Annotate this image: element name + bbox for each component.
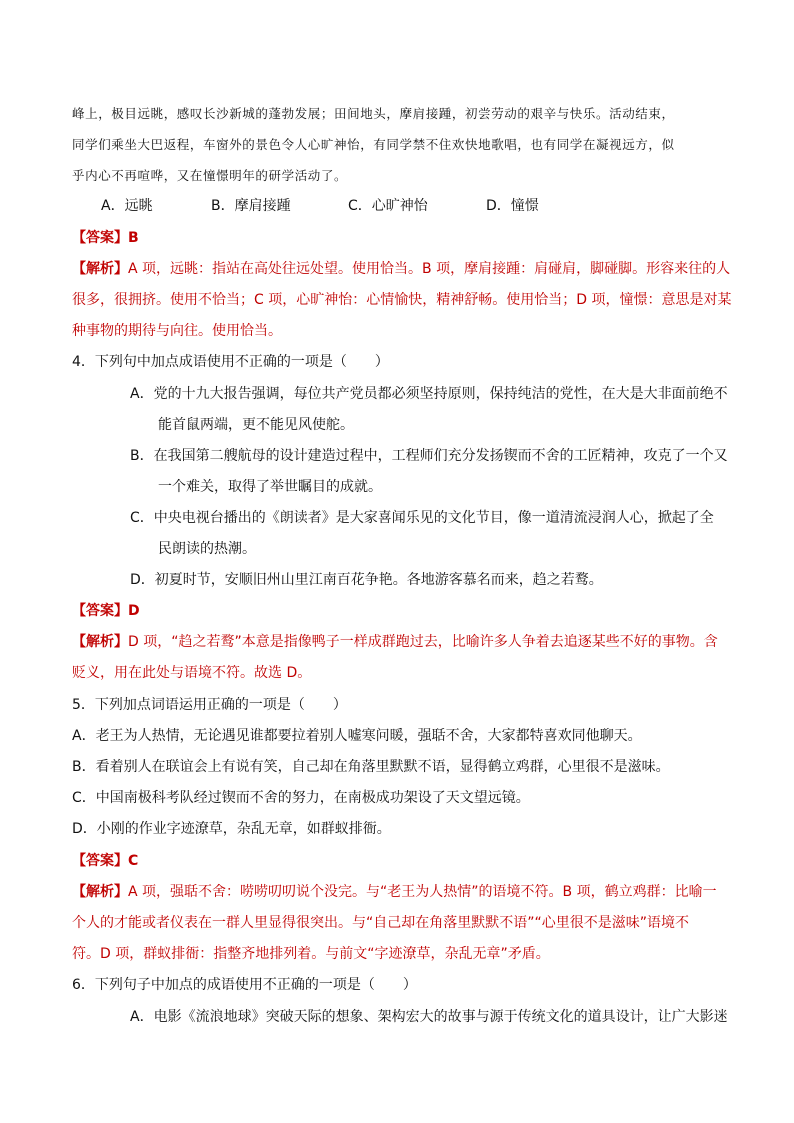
- q3-option-c: C．心旷神怡: [348, 198, 428, 214]
- passage-line-3: 乎内心不再喧哗，又在憧憬明年的研学活动了。: [72, 168, 348, 183]
- analysis-label: 【解析】: [72, 261, 128, 277]
- q5-option-d: D．小刚的作业字迹潦草，杂乱无章，如群蚁排衙。: [72, 821, 391, 837]
- q3-option-d: D．憧憬: [486, 198, 539, 214]
- q4-option-a-line-2: 能首鼠两端，更不能见风使舵。: [158, 417, 354, 433]
- q5-option-b: B．看着别人在联谊会上有说有笑，自己却在角落里默默不语，显得鹤立鸡群，心里很不是滋味。: [72, 759, 670, 775]
- q5-analysis-line-2: 个人的才能或者仪表在一群人里显得很突出。与“自己却在角落里默默不语”“心里很不是滋味”语境不: [72, 915, 690, 931]
- q6-stem: 6．下列句子中加点的成语使用不正确的一项是（ ）: [72, 977, 417, 993]
- q3-analysis-line-3: 种事物的期待与向往。使用恰当。: [72, 323, 282, 339]
- analysis-text: A 项，远眺：指站在高处往远处望。使用恰当。B 项，摩肩接踵：肩碰肩，脚碰脚。形容来往的人: [128, 261, 731, 277]
- q3-analysis-line-2: 很多，很拥挤。使用不恰当；C 项，心旷神怡：心情愉快，精神舒畅。使用恰当；D 项，憧憬：意思是对某: [72, 292, 732, 308]
- q5-analysis-line-1: [72, 882, 717, 902]
- q6-option-a-line-1: A．电影《流浪地球》突破天际的想象、架构宏大的故事与源于传统文化的道具设计，让广大影迷: [130, 1009, 728, 1025]
- answer-label: 【答案】: [72, 603, 128, 619]
- q3-answer: [72, 228, 139, 248]
- q4-option-c-line-1: C．中央电视台播出的《朗读者》是大家喜闻乐见的文化节目，像一道清流浸润人心，掀起了全: [130, 510, 714, 526]
- answer-value: D: [128, 603, 140, 619]
- q5-analysis-line-3: 符。D 项，群蚁排衙：指整齐地排列着。与前文“字迹潦草，杂乱无章”矛盾。: [72, 946, 550, 962]
- answer-value: B: [128, 230, 139, 246]
- q5-stem: 5．下列加点词语运用正确的一项是（ ）: [72, 697, 347, 713]
- answer-label: 【答案】: [72, 853, 128, 869]
- q4-option-c-line-2: 民朗读的热潮。: [158, 541, 256, 557]
- q3-option-a: A．远眺: [101, 198, 153, 214]
- answer-label: 【答案】: [72, 230, 128, 246]
- q4-option-b-line-1: B．在我国第二艘航母的设计建造过程中，工程师们充分发扬锲而不舍的工匠精神，攻克了一个又: [130, 448, 728, 464]
- analysis-label: 【解析】: [72, 884, 128, 900]
- q4-option-d-line-1: D．初夏时节，安顺旧州山里江南百花争艳。各地游客慕名而来，趋之若鹜。: [130, 572, 603, 588]
- q4-option-b-line-2: 一个难关，取得了举世瞩目的成就。: [158, 479, 382, 495]
- q4-option-a-line-1: A．党的十九大报告强调，每位共产党员都必须坚持原则，保持纯洁的党性，在大是大非面前绝不: [130, 386, 728, 402]
- analysis-text: D 项，“趋之若鹜”本意是指像鸭子一样成群跑过去，比喻许多人争着去追逐某些不好的事物。含: [128, 634, 718, 650]
- passage-line-1: 峰上，极目远眺，感叹长沙新城的蓬勃发展；田间地头，摩肩接踵，初尝劳动的艰辛与快乐。活动结束，: [72, 106, 675, 121]
- analysis-text: A 项，强聒不舍：唠唠叨叨说个没完。与“老王为人热情”的语境不符。B 项，鹤立鸡群：比喻一: [128, 884, 717, 900]
- q5-answer: [72, 851, 138, 871]
- q4-analysis-line-1: [72, 632, 718, 652]
- q4-stem: 4．下列句中加点成语使用不正确的一项是（ ）: [72, 354, 389, 370]
- q3-option-b: B．摩肩接踵: [211, 198, 291, 214]
- q5-option-c: C．中国南极科考队经过锲而不舍的努力，在南极成功架设了天文望远镜。: [72, 790, 530, 806]
- analysis-label: 【解析】: [72, 634, 128, 650]
- q4-answer: [72, 601, 140, 621]
- q3-analysis-line-1: [72, 259, 730, 279]
- passage-line-2: 同学们乘坐大巴返程，车窗外的景色令人心旷神怡，有同学禁不住欢快地歌唱，也有同学在凝视远方，似: [72, 137, 675, 152]
- answer-value: C: [128, 853, 139, 869]
- q4-analysis-line-2: 贬义，用在此处与语境不符。故选 D。: [72, 665, 312, 681]
- q5-option-a: A．老王为人热情，无论遇见谁都要拉着别人嘘寒问暖，强聒不舍，大家都特喜欢同他聊天。: [72, 728, 642, 744]
